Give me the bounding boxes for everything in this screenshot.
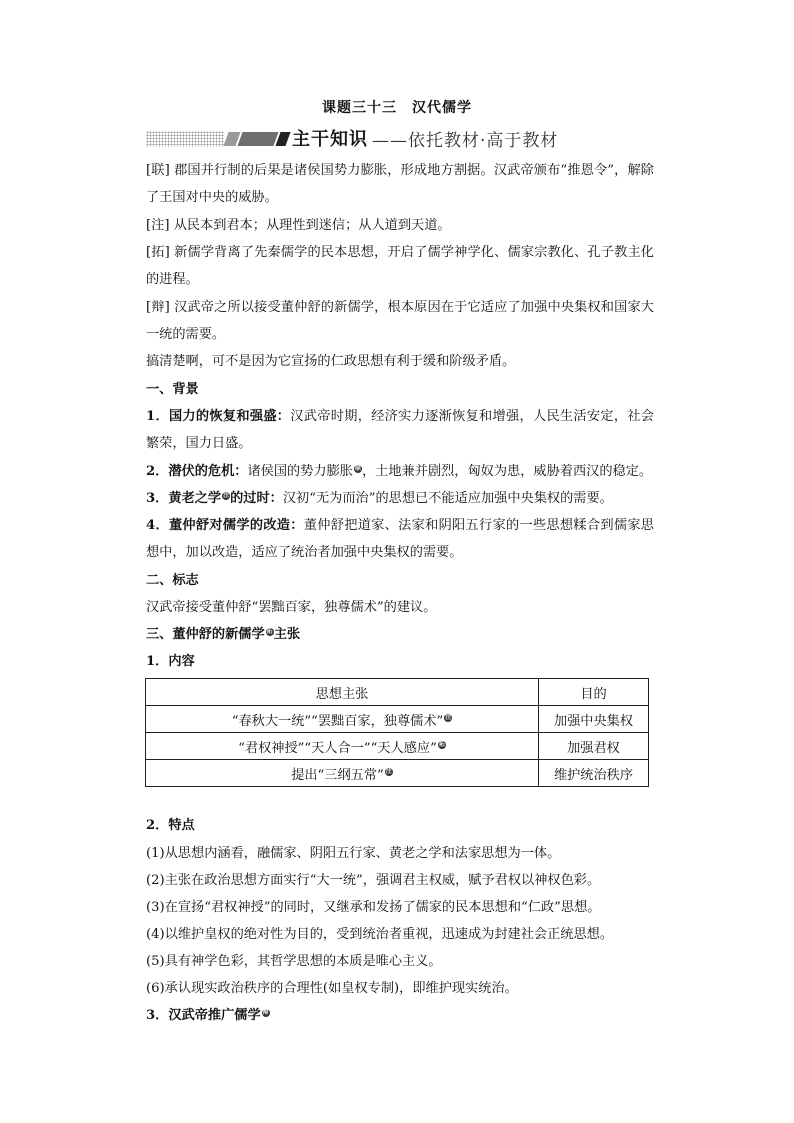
clarify-note: 搞清楚啊，可不是因为它宣扬的仁政思想有利于缓和阶级矛盾。 <box>146 354 516 369</box>
item-label: 1．国力的恢复和强盛： <box>146 409 291 424</box>
item-text: 汉初“无为而治”的思想已不能适应加强中央集权的需要。 <box>282 491 613 506</box>
note-marker-icon: 辩 <box>262 1008 269 1016</box>
note-marker-icon: 拓 <box>438 741 445 749</box>
table-header-cell: 目的 <box>539 679 649 706</box>
item-text: 诸侯国的势力膨胀 <box>247 464 353 479</box>
section-heading-sign: 二、标志 <box>146 573 199 588</box>
item-label: 4．董仲舒对儒学的改造： <box>146 518 304 533</box>
feature-item: (2)主张在政治思想方面实行“大一统”，强调君主权威，赋予君权以神权色彩。 <box>146 873 601 888</box>
note-tag: [联] <box>146 163 170 178</box>
note-bian <box>146 294 654 348</box>
item-text-after: ，土地兼并剧烈，匈奴为患，威胁着西汉的稳定。 <box>362 464 653 479</box>
table-row <box>146 760 649 787</box>
subsection-promotion <box>146 1002 654 1029</box>
background-item-4 <box>146 512 654 566</box>
note-lian <box>146 157 654 211</box>
note-text: 新儒学背离了先秦儒学的民本思想，开启了儒学神学化、儒家宗教化、孔子教主化的进程。 <box>146 245 654 287</box>
section-heading-background: 一、背景 <box>146 382 199 397</box>
note-tag: [辩] <box>146 300 170 315</box>
feature-item: (6)承认现实政治秩序的合理性(如皇权专制)，即维护现实统治。 <box>146 981 518 996</box>
note-tag: [注] <box>146 218 170 233</box>
ideas-table <box>145 678 649 787</box>
note-text: 从民本到君本；从理性到迷信；从人道到天道。 <box>173 218 451 233</box>
table-cell-idea <box>146 760 539 787</box>
item-text: 汉武帝时期，经济实力逐渐恢复和增强，人民生活安定，社会繁荣，国力日盛。 <box>146 409 654 451</box>
item-label: 2．潜伏的危机： <box>146 464 248 479</box>
item-label-after: 的过时： <box>230 491 283 506</box>
section-banner <box>146 128 656 152</box>
table-cell-goal: 维护统治秩序 <box>539 760 649 787</box>
heading-text: 3．汉武帝推广儒学 <box>146 1008 261 1023</box>
table-cell-idea <box>146 733 539 760</box>
section-heading-new-confucianism <box>146 621 654 648</box>
subsection-content: 1．内容 <box>146 654 195 669</box>
table-cell-goal: 加强君权 <box>539 733 649 760</box>
banner-dot-pattern <box>146 131 224 147</box>
banner-title: 主干知识 <box>292 129 368 150</box>
note-marker-icon: 联 <box>354 464 361 472</box>
table-header-cell: 思想主张 <box>146 679 539 706</box>
item-text: 董仲舒把道家、法家和阴阳五行家的一些思想糅合到儒家思想中，加以改造，适应了统治者加强中央集权的需要。 <box>146 518 654 560</box>
feature-item: (4)以维护皇权的绝对性为目的，受到统治者重视，迅速成为封建社会正统思想。 <box>146 927 614 942</box>
background-item-1 <box>146 403 654 457</box>
lesson-title: 课题三十三 汉代儒学 <box>322 100 472 116</box>
item-label: 3．黄老之学 <box>146 491 222 506</box>
sign-text: 汉武帝接受董仲舒“罢黜百家，独尊儒术”的建议。 <box>146 600 437 615</box>
idea-text: 提出“三纲五常” <box>291 767 384 783</box>
background-item-3 <box>146 485 654 512</box>
heading-text: 三、董仲舒的新儒学 <box>146 627 265 642</box>
note-text: 郡国并行制的后果是诸侯国势力膨胀，形成地方割据。汉武帝颁布“推恩令”，解除了王国对中央的威胁。 <box>146 163 654 205</box>
note-text: 汉武帝之所以接受董仲舒的新儒学，根本原因在于它适应了加强中央集权和国家大一统的需要。 <box>146 300 654 342</box>
note-marker-icon: 注 <box>223 491 230 499</box>
note-marker-icon: 注 <box>385 768 392 776</box>
note-tag: [拓] <box>146 245 170 260</box>
note-marker-icon: 拓 <box>266 627 273 635</box>
subsection-features: 2．特点 <box>146 818 195 833</box>
banner-stripe <box>237 132 278 146</box>
table-row <box>146 733 649 760</box>
idea-text: “君权神授”“天人合一”“天人感应” <box>238 740 437 756</box>
feature-item: (5)具有神学色彩，其哲学思想的本质是唯心主义。 <box>146 954 442 969</box>
feature-item: (3)在宣扬“君权神授”的同时，又继承和发扬了儒家的民本思想和“仁政”思想。 <box>146 900 601 915</box>
background-item-2 <box>146 458 654 485</box>
table-cell-goal: 加强中央集权 <box>539 706 649 733</box>
feature-item: (1)从思想内涵看，融儒家、阴阳五行家、黄老之学和法家思想为一体。 <box>146 846 561 861</box>
note-zhu <box>146 212 654 239</box>
table-row <box>146 706 649 733</box>
heading-text-after: 主张 <box>273 627 301 642</box>
table-header-row <box>146 679 649 706</box>
table-cell-idea <box>146 706 539 733</box>
banner-subtitle: ——依托教材·高于教材 <box>372 131 559 151</box>
note-marker-icon: 注 <box>445 714 452 722</box>
idea-text: “春秋大一统”“罢黜百家，独尊儒术” <box>231 713 444 729</box>
note-tuo <box>146 239 654 293</box>
